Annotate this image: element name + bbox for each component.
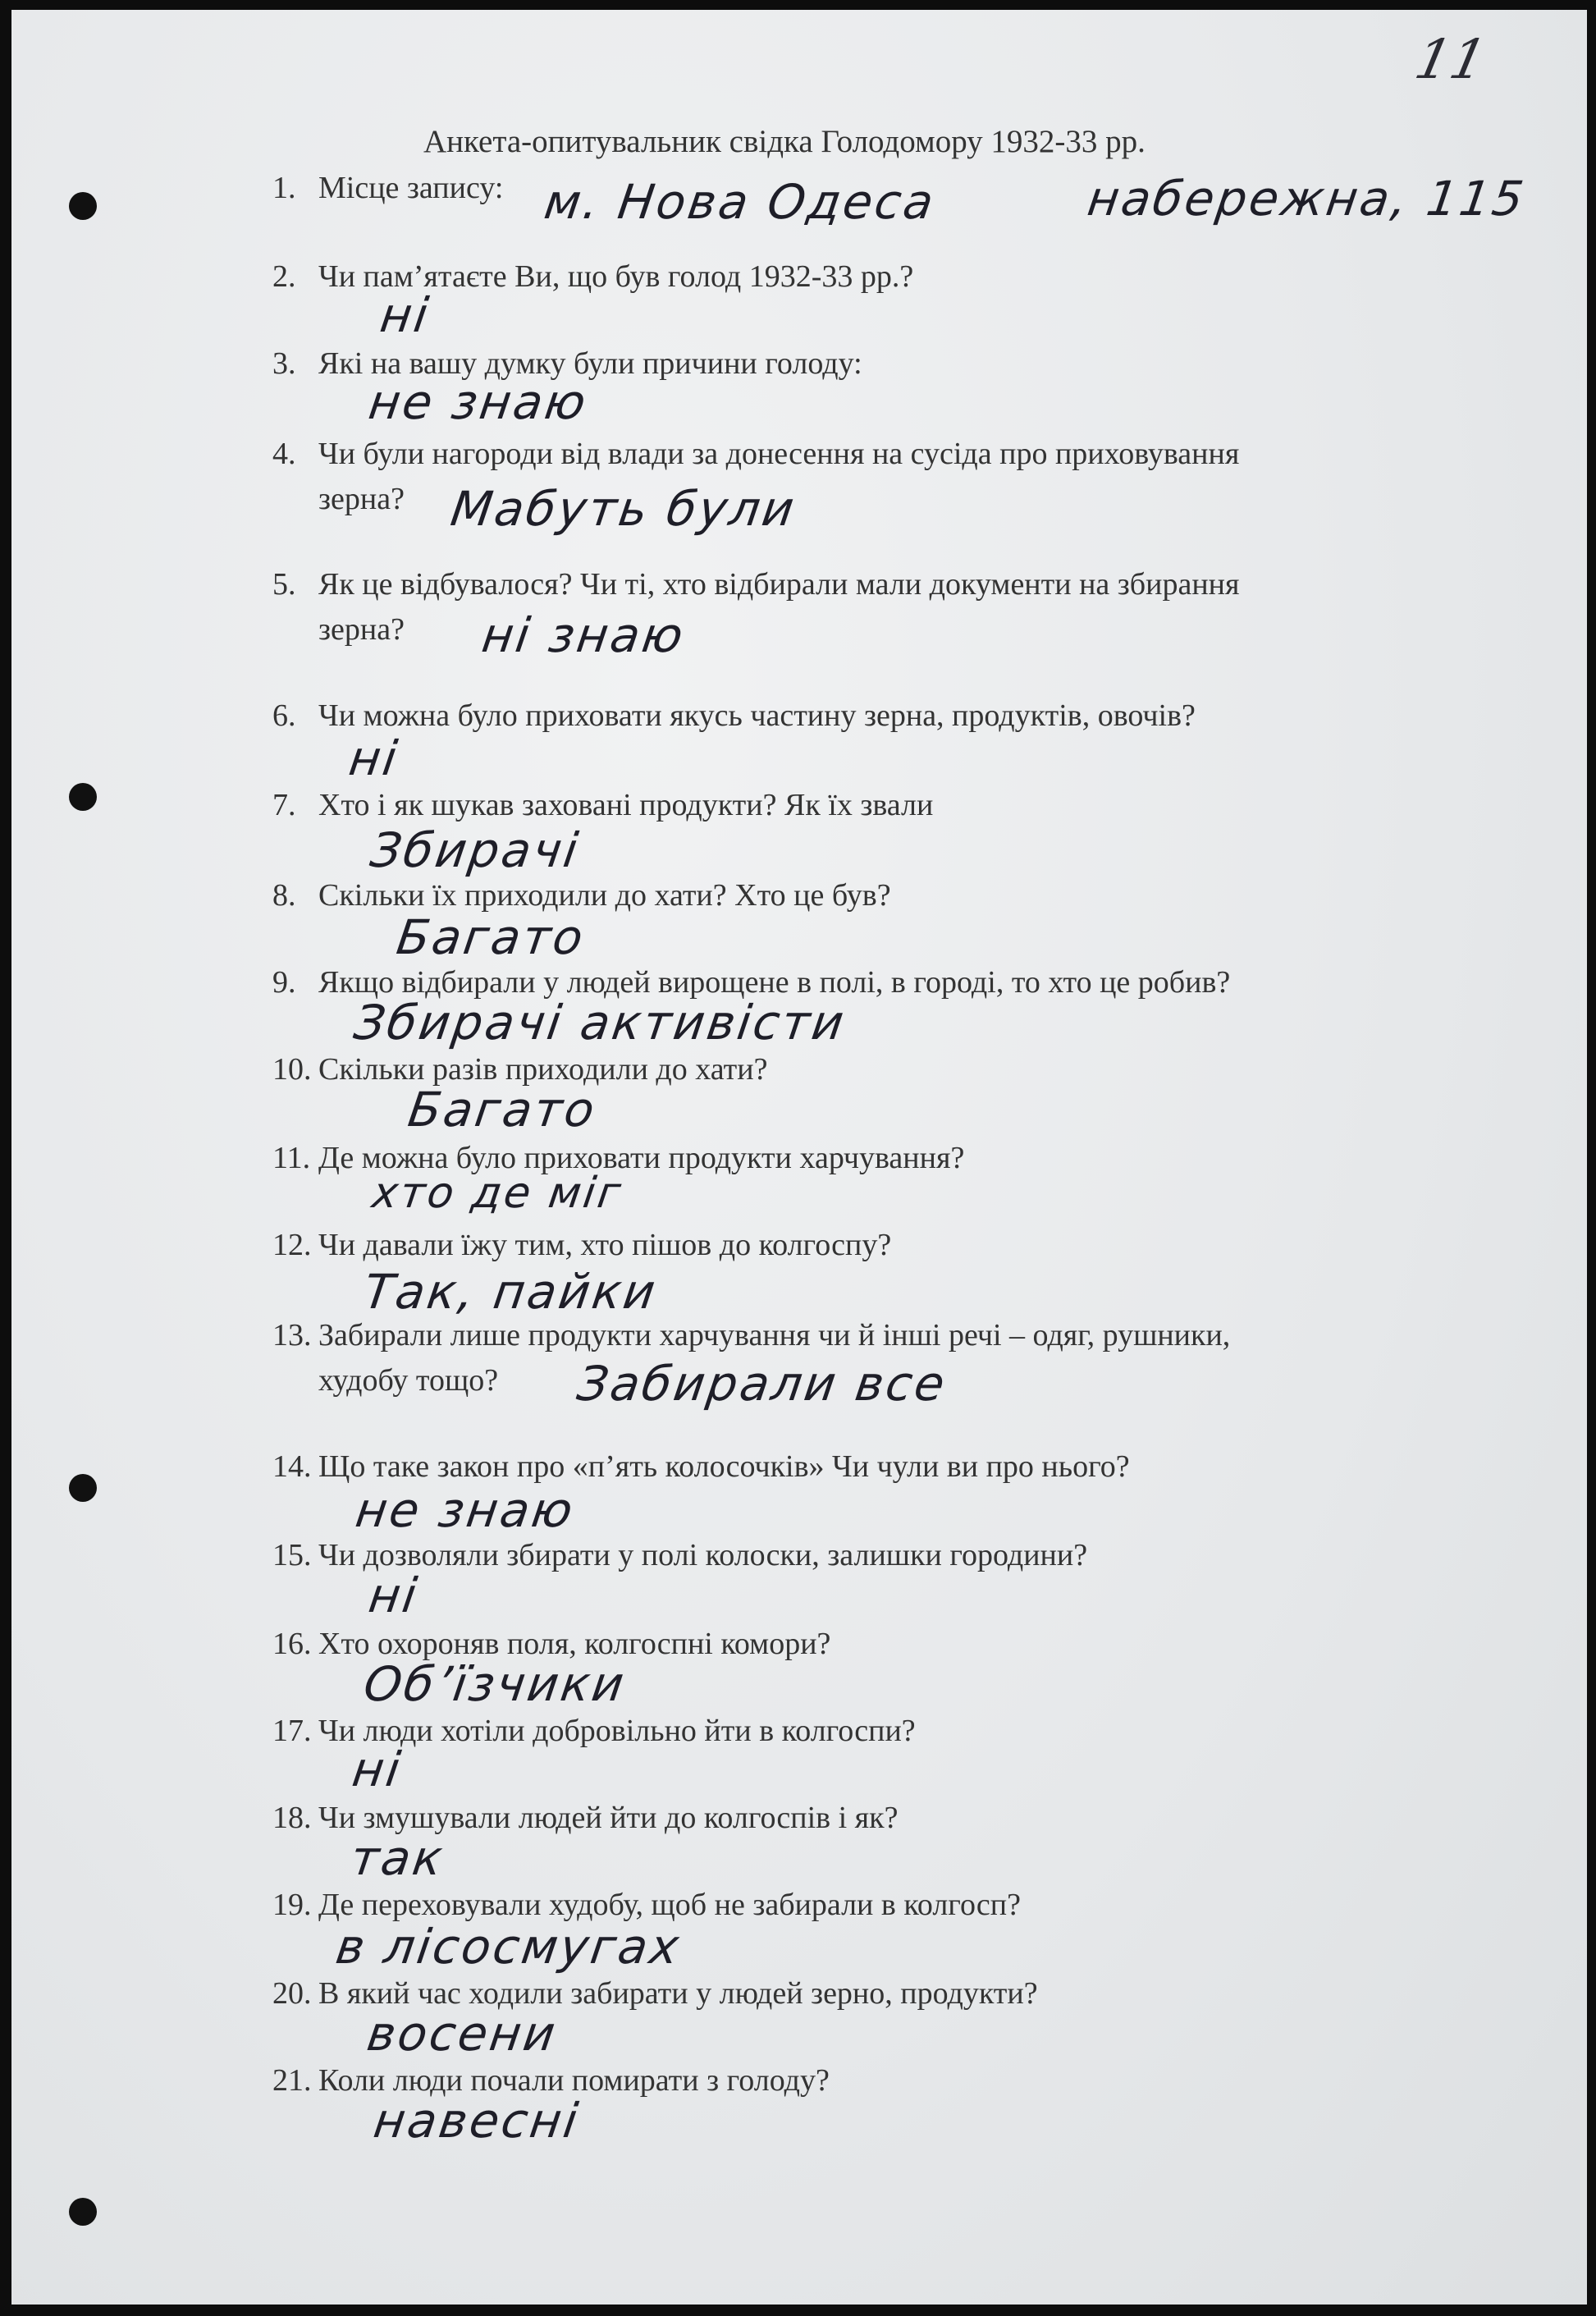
answer-14: не знаю (352, 1482, 578, 1538)
question-text: Що таке закон про «п’ять колосочків» Чи чули ви про нього? (318, 1449, 1130, 1484)
question-number: 5. (272, 567, 296, 602)
question-text: Чи давали їжу тим, хто пішов до колгоспу? (318, 1228, 892, 1262)
question-text: Чи змушували людей йти до колгоспів і як? (318, 1801, 899, 1835)
question-number: 21. (272, 2063, 312, 2098)
answer-2: ні (377, 287, 434, 343)
question-1 (272, 166, 503, 211)
question-2 (272, 254, 913, 300)
question-number: 10. (272, 1052, 312, 1087)
question-text: Чи були нагороди від влади за донесення на сусіда про приховування (318, 437, 1240, 471)
question-text: Якщо відбирали у людей вирощене в полі, в городі, то хто це робив? (318, 965, 1231, 1000)
answer-11: хто де міг (368, 1169, 627, 1218)
punch-hole (69, 192, 97, 220)
question-number: 20. (272, 1976, 312, 2011)
question-number: 2. (272, 259, 296, 294)
question-text: Коли люди почали помирати з голоду? (318, 2063, 830, 2098)
answer-15: ні (365, 1568, 423, 1623)
page-number: 11 (1409, 28, 1493, 91)
answer-1-address: набережна, 115 (1084, 171, 1530, 227)
document-title: Анкета-опитувальник свідка Голодомору 1932-33 рр. (423, 124, 1146, 159)
question-6 (272, 693, 1196, 739)
question-number: 7. (272, 788, 296, 822)
answer-19: в лісосмугах (332, 1919, 685, 1975)
question-text: Скільки разів приходили до хати? (318, 1052, 768, 1087)
question-number: 19. (272, 1888, 312, 1922)
question-text: Які на вашу думку були причини голоду: (318, 346, 862, 381)
answer-21: навесні (370, 2093, 584, 2149)
answer-10: Багато (405, 1082, 601, 1137)
question-text: Чи пам’ятаєте Ви, що був голод 1932-33 рр.? (318, 259, 914, 294)
answer-4: Мабуть були (447, 481, 800, 537)
question-text: Чи дозволяли збирати у полі колоски, залишки городини? (318, 1538, 1088, 1572)
question-number: 4. (272, 437, 296, 471)
question-number: 18. (272, 1801, 312, 1835)
question-text: Де можна було приховати продукти харчування? (318, 1141, 965, 1175)
question-number: 11. (272, 1141, 311, 1175)
question-number: 3. (272, 346, 296, 381)
question-text-continued: зерна? (318, 612, 405, 647)
answer-6: ні (345, 730, 403, 786)
answer-8: Багато (393, 909, 589, 965)
question-12 (272, 1223, 891, 1268)
question-number: 8. (272, 878, 296, 913)
question-number: 13. (272, 1318, 312, 1353)
punch-hole (69, 2198, 97, 2226)
question-number: 6. (272, 698, 296, 733)
answer-1: м. Нова Одеса (541, 174, 940, 230)
question-number: 14. (272, 1449, 312, 1484)
question-text: Чи можна було приховати якусь частину зерна, продуктів, овочів? (318, 698, 1196, 733)
question-7 (272, 783, 933, 828)
question-number: 12. (272, 1228, 312, 1262)
answer-5: ні знаю (478, 607, 689, 663)
answer-9: Збирачі активісти (350, 995, 850, 1050)
answer-16: Об’їзчики (360, 1656, 630, 1712)
answer-17: ні (349, 1742, 406, 1797)
answer-3: не знаю (365, 374, 592, 430)
punch-hole (69, 1474, 97, 1502)
punch-hole (69, 783, 97, 811)
answer-13: Забирали все (574, 1356, 951, 1412)
question-text-continued: худобу тощо? (318, 1363, 499, 1398)
answer-18: так (347, 1830, 449, 1886)
question-number: 16. (272, 1627, 312, 1661)
question-text: Де переховували худобу, щоб не забирали в колгосп? (318, 1888, 1021, 1922)
question-text: Чи люди хотіли добровільно йти в колгоспи? (318, 1714, 916, 1748)
question-text: В який час ходили забирати у людей зерно, продукти? (318, 1976, 1038, 2011)
question-number: 1. (272, 171, 296, 205)
question-number: 17. (272, 1714, 312, 1748)
answer-12: Так, пайки (360, 1264, 661, 1320)
question-5 (272, 562, 1239, 652)
question-text: Хто і як шукав заховані продукти? Як їх звали (318, 788, 934, 822)
answer-7: Збирачі (367, 822, 584, 878)
questionnaire-page (11, 10, 1587, 2305)
question-text: Хто охороняв поля, колгоспні комори? (318, 1627, 831, 1661)
answer-20: восени (364, 2006, 561, 2062)
question-text-continued: зерна? (318, 482, 405, 516)
question-text: Як це відбувалося? Чи ті, хто відбирали мали документи на збирання (318, 567, 1240, 602)
question-text: Місце запису: (318, 171, 504, 205)
question-number: 15. (272, 1538, 312, 1572)
question-text: Забирали лише продукти харчування чи й інші речі – одяг, рушники, (318, 1318, 1231, 1353)
question-text: Скільки їх приходили до хати? Хто це був? (318, 878, 891, 913)
question-number: 9. (272, 965, 296, 1000)
